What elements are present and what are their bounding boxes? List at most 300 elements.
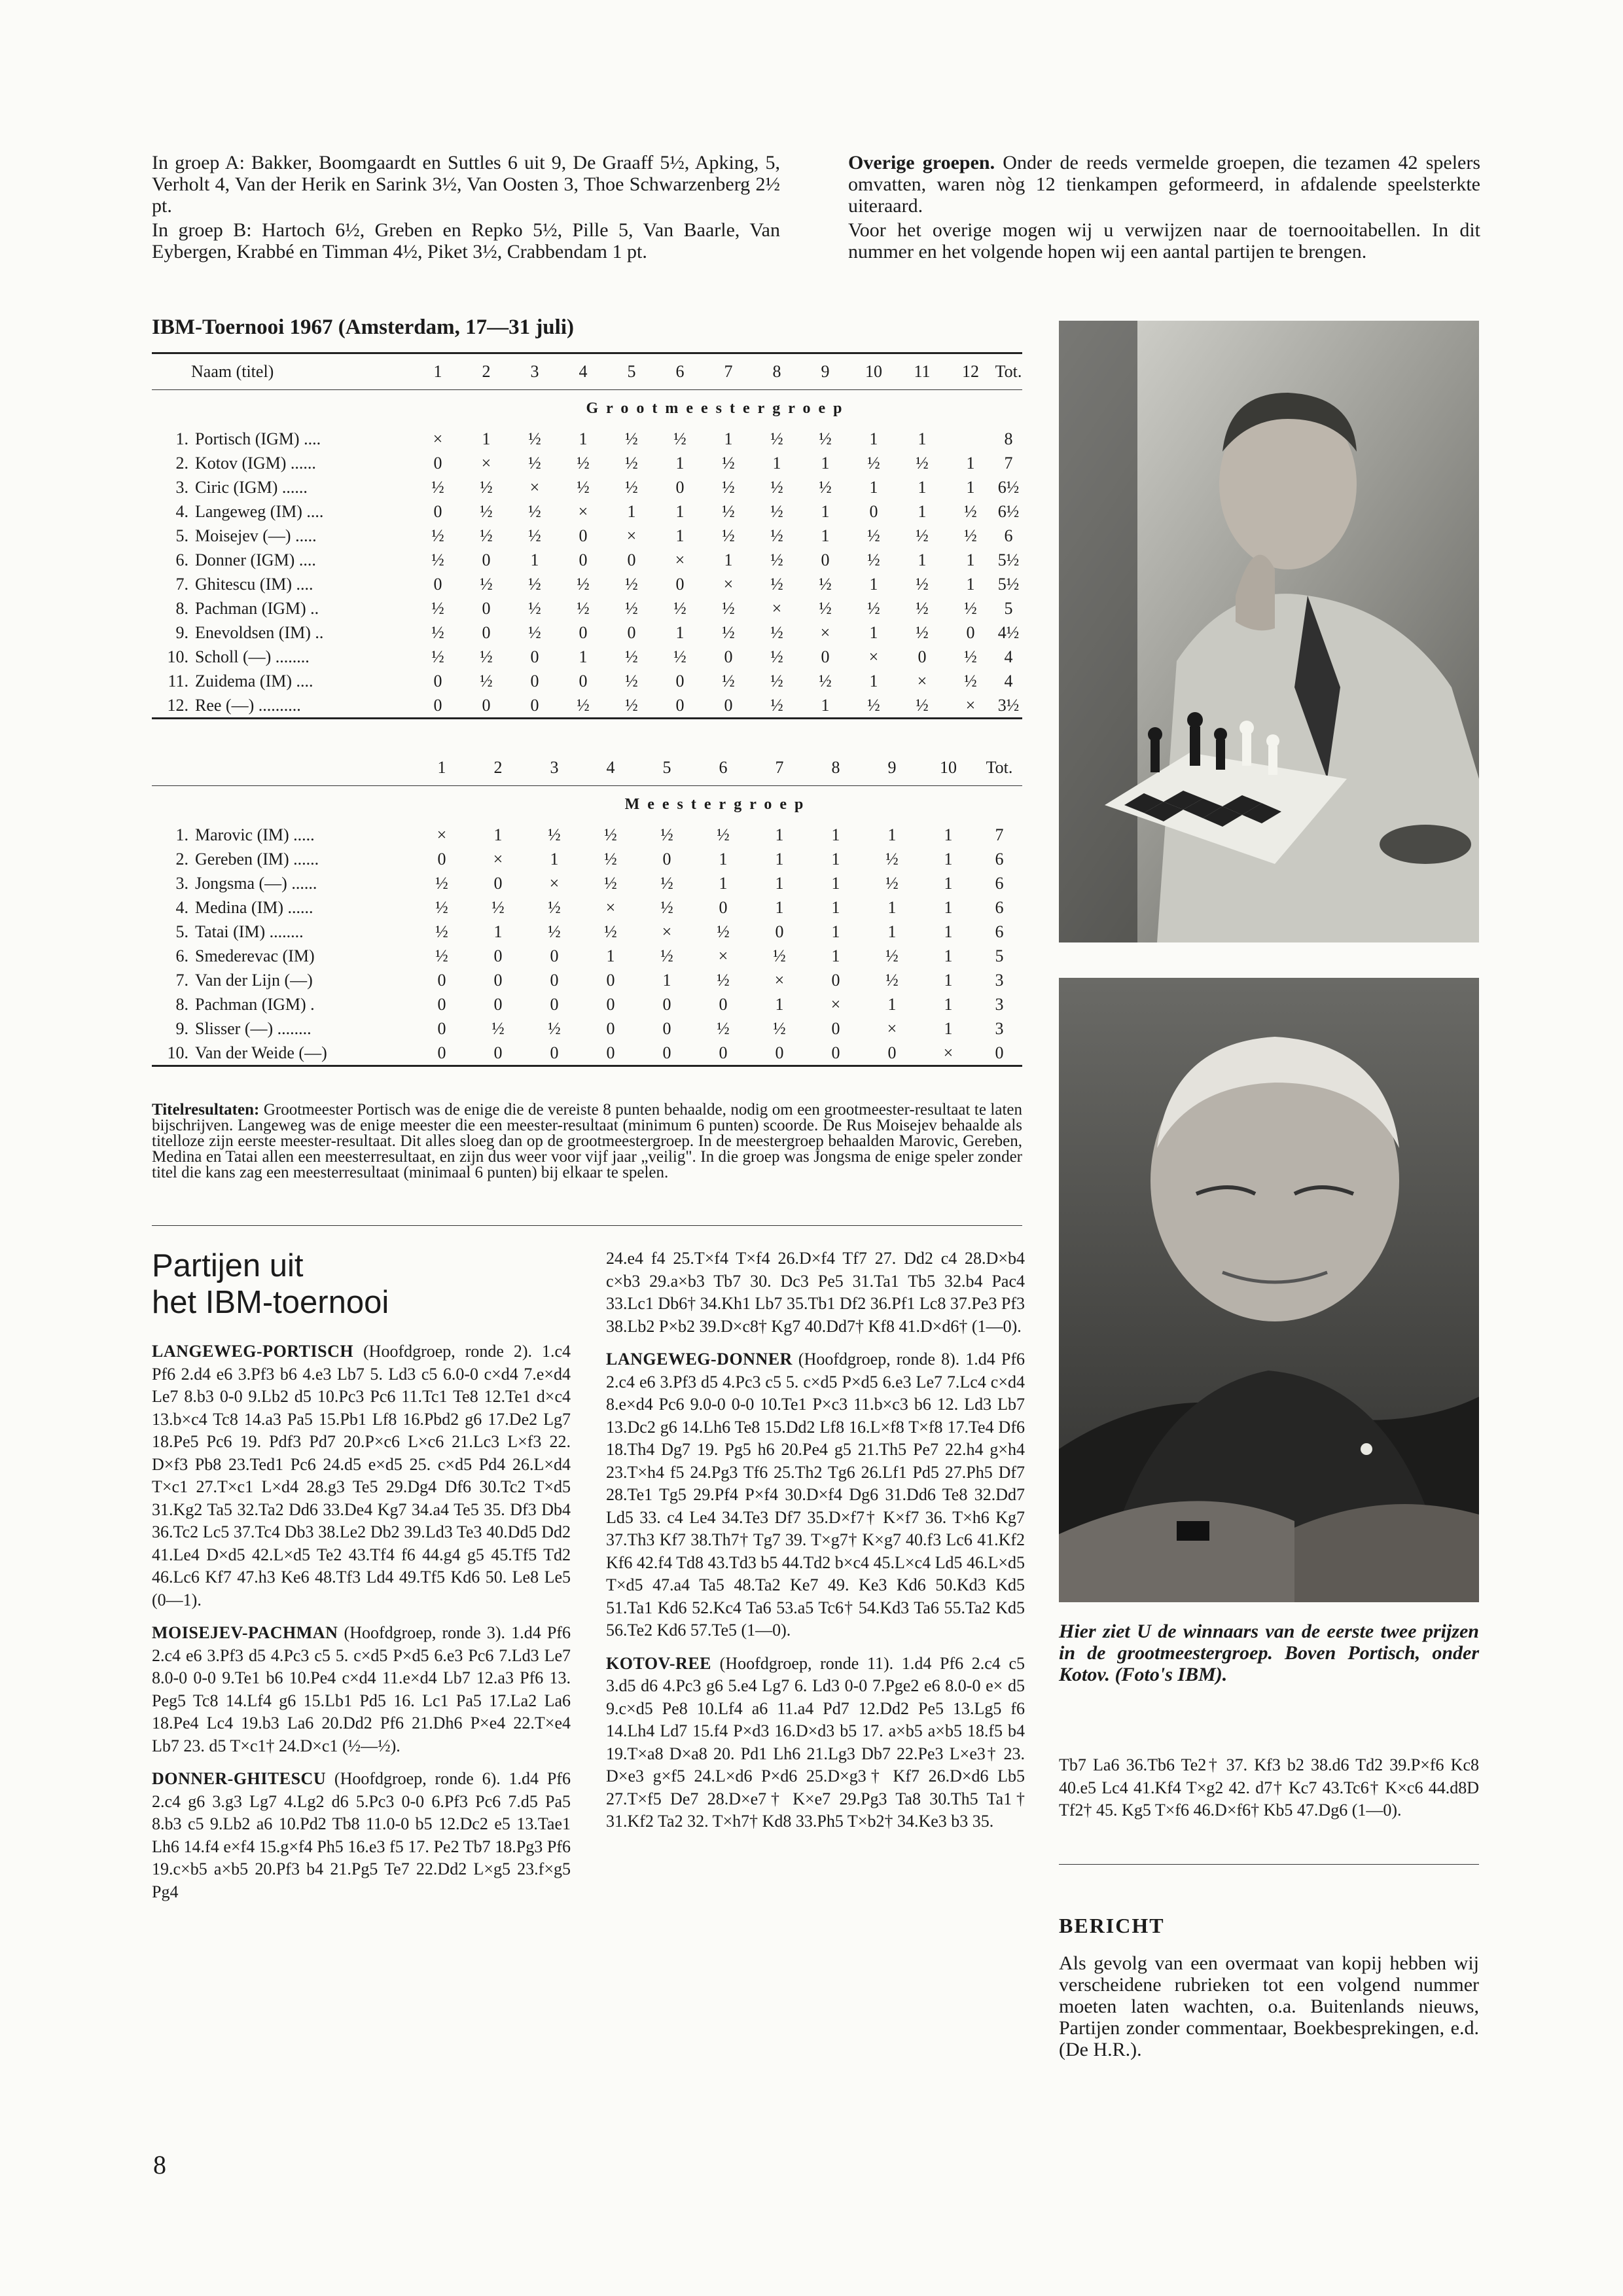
score-cell: 1 [831, 825, 840, 844]
score-cell: ½ [964, 501, 977, 521]
gm-header-row [152, 354, 1022, 390]
score-cell: ½ [773, 1018, 786, 1038]
score-cell: 0 [579, 622, 588, 642]
m-col-header: 8 [831, 758, 840, 777]
total-cell: 6½ [997, 501, 1020, 521]
score-cell: 1 [662, 970, 671, 990]
score-cell: ½ [480, 526, 493, 545]
score-cell: 1 [550, 849, 559, 869]
score-cell: ½ [722, 598, 735, 618]
score-cell: 1 [772, 453, 781, 473]
score-cell: 1 [482, 429, 491, 448]
game-kotov-ree-cont: Tb7 La6 36.Tb6 Te2† 37. Kf3 b2 38.d6 Td2 39.P×f6 Kc8 40.e5 Lc4 41.Kf4 T×g2 42. d7† Kc7 43.Tc6† K×c6 44.d8D Tf2† 45. Kg5 T×f6 46.D×f6† Kb5 47.Dg6 (1—0). [1059, 1755, 1479, 1820]
player-name: Gereben (IM) ...... [195, 849, 319, 869]
score-cell: ½ [717, 970, 730, 990]
player-name: Portisch (IGM) .... [195, 429, 321, 448]
score-cell: ½ [770, 477, 783, 497]
score-cell: 1 [944, 897, 953, 917]
titelresultaten-text: Grootmeester Portisch was de enige die de vereiste 8 punten behaalde, nodig om een grootmeester-resultaat te laten bijschrijven. Langeweg was de enige meester die een meester-resultaat (minimum 6 punten) scoorde. De Rus Moisejev behaalde als titelloze zijn eerste meester-resultaat. Dit alles sloeg dan op de grootmeestergroep. In de meestergroep behaalden Marovic, Gereben, Medina en Tatai allen een meesterresultaat, en zijn dus weer voor vijf jaar „veilig". In die groep was Jongsma de enige speler zonder titel die kans zag een meesterresultaat (minimaal 6 punten) bij elkaar te spelen. [152, 1101, 1023, 1181]
score-cell: ½ [722, 477, 735, 497]
score-cell: 1 [831, 849, 840, 869]
score-cell: 0 [530, 671, 539, 691]
score-cell: ½ [625, 574, 638, 594]
gm-table-wrap [152, 352, 1022, 719]
player-name: Smederevac (IM) [195, 946, 315, 965]
score-cell: ½ [431, 598, 444, 618]
overige-title: Overige groepen. [848, 152, 995, 173]
score-cell: 0 [433, 671, 442, 691]
score-cell: 0 [662, 1043, 671, 1062]
player-name: Pachman (IGM) .. [195, 598, 319, 618]
score-cell: 0 [482, 550, 491, 569]
score-cell: 1 [579, 429, 588, 448]
score-cell: ½ [867, 598, 880, 618]
score-cell: 0 [482, 622, 491, 642]
score-cell: ½ [964, 598, 977, 618]
score-cell: 0 [437, 849, 446, 869]
score-cell: ½ [480, 647, 493, 666]
score-cell: 0 [579, 526, 588, 545]
gm-col-header: 8 [772, 362, 781, 381]
score-cell: 0 [869, 501, 878, 521]
score-cell: 1 [493, 922, 503, 941]
m-col-header: 3 [550, 758, 559, 777]
page-number: 8 [153, 2150, 166, 2179]
score-cell: 1 [675, 501, 685, 521]
gm-col-header: 3 [530, 362, 539, 381]
meester-table [152, 750, 1022, 1065]
score-cell: × [774, 970, 785, 990]
player-number: 7. [175, 574, 188, 594]
score-cell: ½ [528, 574, 541, 594]
table-row [152, 451, 1022, 475]
player-number: 4. [175, 501, 188, 521]
intro-groep-b: In groep B: Hartoch 6½, Greben en Repko 5½, Pille 5, Van Baarle, Van Eybergen, Krabbé en Timman 4½, Piket 3½, Crabbendam 1 pt. [152, 219, 780, 262]
score-cell: × [820, 622, 830, 642]
player-name: Van der Lijn (—) [195, 970, 313, 990]
m-total-header: Tot. [986, 758, 1013, 777]
score-cell: ½ [770, 526, 783, 545]
player-name: Langeweg (IM) .... [195, 501, 324, 521]
score-cell: ½ [480, 574, 493, 594]
score-cell: ½ [431, 550, 444, 569]
player-name-cell [152, 645, 414, 669]
score-cell: ½ [964, 671, 977, 691]
score-cell: 1 [831, 922, 840, 941]
m-col-header: 1 [437, 758, 446, 777]
total-cell: 3 [995, 1018, 1004, 1038]
overige-p1: Onder de reeds vermelde groepen, die tezamen 42 spelers omvatten, waren nòg 12 tienkampen geformeerd, in afdalende speelsterkte uiteraard. [848, 152, 1481, 217]
score-cell: ½ [770, 647, 783, 666]
score-cell: 0 [821, 647, 830, 666]
score-cell: 0 [662, 994, 671, 1014]
score-cell: ½ [867, 526, 880, 545]
score-cell: ½ [660, 825, 673, 844]
player-name-cell [152, 920, 414, 944]
score-cell: ½ [548, 1018, 561, 1038]
gm-col-header: 12 [962, 362, 979, 381]
table-row [152, 1016, 1022, 1041]
gm-col-header: 6 [675, 362, 685, 381]
score-cell: ½ [770, 622, 783, 642]
player-name: Pachman (IGM) . [195, 994, 315, 1014]
score-cell: ½ [770, 574, 783, 594]
score-cell: 1 [966, 477, 975, 497]
score-cell: ½ [431, 622, 444, 642]
photo-portisch [1059, 321, 1479, 942]
gm-col-header: 10 [865, 362, 882, 381]
score-cell: 1 [918, 550, 927, 569]
player-number: 10. [167, 647, 188, 666]
score-cell: 1 [944, 994, 953, 1014]
photo-kotov-image [1059, 978, 1479, 1602]
player-number: 3. [175, 477, 188, 497]
player-name: Van der Weide (—) [195, 1043, 327, 1062]
score-cell: × [723, 574, 734, 594]
m-name-header [152, 750, 414, 786]
score-cell: ½ [916, 453, 929, 473]
score-cell: 0 [606, 970, 615, 990]
total-cell: 7 [995, 825, 1004, 844]
player-name-cell [152, 871, 414, 895]
gm-name-header: Naam (titel) [191, 362, 274, 381]
score-cell [946, 427, 995, 451]
score-cell: 1 [944, 970, 953, 990]
player-name-cell [152, 524, 414, 548]
photo-kotov [1059, 978, 1479, 1602]
score-cell: ½ [867, 453, 880, 473]
score-cell: 0 [550, 946, 559, 965]
player-number: 10. [167, 1043, 188, 1062]
table-row [152, 475, 1022, 499]
intro-groep-a: In groep A: Bakker, Boomgaardt en Suttles 6 uit 9, De Graaff 5½, Apking, 5, Verholt 4, Van der Herik en Sarink 3½, Van Oosten 3, Thoe Schwarzenberg 2½ pt. [152, 152, 780, 217]
score-cell: × [830, 994, 841, 1014]
score-cell: 1 [719, 849, 728, 869]
score-cell: 0 [493, 970, 503, 990]
score-cell: 0 [675, 671, 685, 691]
score-cell: × [437, 825, 447, 844]
score-cell: ½ [773, 946, 786, 965]
m-col-header: 2 [493, 758, 503, 777]
game-title: DONNER-GHITESCU [152, 1769, 327, 1788]
score-cell: 0 [579, 671, 588, 691]
score-cell: × [529, 477, 540, 497]
score-cell: 1 [944, 849, 953, 869]
score-cell: 1 [775, 994, 784, 1014]
game-title: LANGEWEG-DONNER [606, 1350, 793, 1369]
score-cell: 0 [433, 501, 442, 521]
score-cell: 1 [821, 526, 830, 545]
score-cell: ½ [480, 477, 493, 497]
score-cell: 0 [433, 453, 442, 473]
total-cell: 5 [995, 946, 1004, 965]
score-cell: ½ [819, 574, 832, 594]
game-donner-ghitescu [152, 1768, 571, 1903]
partijen-heading-line1: Partijen uit [152, 1248, 304, 1283]
score-cell: ½ [770, 429, 783, 448]
score-cell: 1 [775, 873, 784, 893]
player-name-cell [152, 572, 414, 596]
score-cell: ½ [964, 526, 977, 545]
player-name: Zuidema (IM) .... [195, 671, 313, 691]
player-number: 8. [175, 994, 188, 1014]
player-name-cell [152, 427, 414, 451]
score-cell: × [868, 647, 879, 666]
score-cell: 0 [831, 1043, 840, 1062]
score-cell: × [549, 873, 560, 893]
score-cell: 1 [530, 550, 539, 569]
player-number: 9. [175, 622, 188, 642]
table-row [152, 669, 1022, 693]
score-cell: 0 [775, 1043, 784, 1062]
score-cell: 0 [437, 1043, 446, 1062]
score-cell: 0 [724, 695, 733, 715]
player-name-cell [152, 596, 414, 620]
player-number: 1. [175, 429, 188, 448]
score-cell: 1 [887, 994, 897, 1014]
player-number: 6. [175, 550, 188, 569]
player-name: Enevoldsen (IM) .. [195, 622, 324, 642]
player-name: Ciric (IGM) ...... [195, 477, 308, 497]
score-cell: ½ [625, 598, 638, 618]
score-cell: ½ [528, 501, 541, 521]
table-row [152, 992, 1022, 1016]
score-cell: ½ [964, 647, 977, 666]
m-table-wrap [152, 750, 1022, 1067]
game-donner-ghitescu-cont: 24.e4 f4 25.T×f4 T×f4 26.D×f4 Tf7 27. Dd2 c4 28.D×b4 c×b3 29.a×b3 Tb7 30. Dc3 Pe5 31.Ta1 Tb5 32.b4 Pac4 33.Lc1 Db6† 34.Kh1 Lb7 35.Tb1 Df2 36.Pf1 Lc8 37.Pe3 Pf3 38.Lb2 P×b2 39.D×c8† Kg7 40.Dd7† Kf8 41.D×d6† (1—0). [606, 1249, 1025, 1336]
score-cell: ½ [491, 897, 505, 917]
player-name-cell [152, 620, 414, 645]
player-name: Scholl (—) ........ [195, 647, 310, 666]
score-cell: 0 [550, 1043, 559, 1062]
total-cell: 0 [995, 1043, 1004, 1062]
total-cell: 6½ [997, 477, 1020, 497]
table-row [152, 645, 1022, 669]
game-moves: (Hoofdgroep, ronde 6). 1.d4 Pf6 2.c4 g6 3.g3 Lg7 4.Lg2 d6 5.Pc3 0-0 6.Pf3 Pc6 7.d5 Pa5 8.b3 c5 9.Lb2 a6 10.Pd2 Tb8 11.0-0 b5 12.Dc2 e5 13.Tae1 Lh6 14.f4 e×f4 15.g×f4 Ph5 16.e3 f5 17. Pe2 Tb7 18.Pg3 Pf6 19.c×b5 a×b5 20.Pf3 b4 21.Pg5 Te7 22.Dd2 L×g5 23.f×g5 Pg4 [152, 1769, 571, 1901]
player-number: 8. [175, 598, 188, 618]
overige-p2: Voor het overige mogen wij u verwijzen naar de toernooitabellen. In dit nummer en het volgende hopen wij een aantal partijen te brengen. [848, 219, 1480, 262]
score-cell: 1 [831, 946, 840, 965]
score-cell: × [965, 695, 976, 715]
score-cell: 1 [966, 574, 975, 594]
score-cell: 0 [887, 1043, 897, 1062]
total-cell: 6 [995, 897, 1004, 917]
score-cell: ½ [604, 849, 617, 869]
score-cell: 0 [493, 1043, 503, 1062]
score-cell: ½ [625, 695, 638, 715]
game-moves: (Hoofdgroep, ronde 3). 1.d4 Pf6 2.c4 e6 3.Pf3 d5 4.Pc3 c5 5. c×d5 P×d5 6.e3 Pc6 7.Ld3 Le7 8.0-0 0-0 9.Te1 b6 10.Pe4 c×d4 11.e×d4 Lb7 12.a3 Pf6 13. Peg5 Tc8 14.Lf4 g6 15.Lb1 Pd5 16. Lc1 Pa5 17.La2 La6 18.Pe4 Lc4 19.b3 La6 20.Dd2 Pf6 21.Dh6 P×e4 22.T×e4 Lb7 23. d5 T×c1† 24.D×c1 (½—½). [152, 1623, 571, 1755]
total-cell: 3 [995, 994, 1004, 1014]
score-cell: 1 [869, 671, 878, 691]
total-cell: 7 [1004, 453, 1013, 473]
score-cell: 0 [821, 550, 830, 569]
total-cell: 4½ [997, 622, 1020, 642]
total-cell: 5½ [997, 550, 1020, 569]
score-cell: ½ [431, 477, 444, 497]
score-cell: ½ [916, 622, 929, 642]
table-row [152, 524, 1022, 548]
score-cell: 1 [821, 453, 830, 473]
games-column-2 [606, 1247, 1025, 1844]
score-cell: ½ [577, 453, 590, 473]
score-cell: ½ [885, 970, 899, 990]
score-cell: 0 [966, 622, 975, 642]
score-cell: 1 [944, 1018, 953, 1038]
score-cell: ½ [625, 429, 638, 448]
player-name-cell [152, 847, 414, 871]
score-cell: 0 [719, 897, 728, 917]
score-cell: 1 [944, 873, 953, 893]
score-cell: 1 [579, 647, 588, 666]
score-cell: 1 [724, 429, 733, 448]
score-cell: ½ [548, 922, 561, 941]
score-cell: 0 [831, 1018, 840, 1038]
player-number: 2. [175, 453, 188, 473]
score-cell: ½ [770, 671, 783, 691]
table-row [152, 693, 1022, 717]
score-cell: ½ [660, 897, 673, 917]
score-cell: ½ [819, 598, 832, 618]
score-cell: 1 [918, 429, 927, 448]
player-name-cell [152, 1016, 414, 1041]
m-col-header: 7 [775, 758, 784, 777]
score-cell: 0 [675, 695, 685, 715]
player-name-cell [152, 823, 414, 847]
player-name-cell [152, 499, 414, 524]
score-cell: ½ [717, 1018, 730, 1038]
score-cell: 0 [719, 994, 728, 1014]
score-cell: 0 [482, 598, 491, 618]
score-cell: ½ [528, 622, 541, 642]
player-number: 5. [175, 922, 188, 941]
score-cell: 1 [719, 873, 728, 893]
table-row [152, 823, 1022, 847]
total-cell: 5½ [997, 574, 1020, 594]
score-cell: ½ [673, 598, 687, 618]
divider [152, 1225, 1022, 1226]
table-row [152, 499, 1022, 524]
partijen-heading-line2: het IBM-toernooi [152, 1285, 389, 1320]
score-cell: 1 [966, 453, 975, 473]
gm-col-header: 1 [433, 362, 442, 381]
game-kotov-ree [606, 1653, 1025, 1833]
score-cell: ½ [916, 526, 929, 545]
score-cell: ½ [722, 671, 735, 691]
score-cell: 1 [944, 825, 953, 844]
bericht-title: BERICHT [1059, 1914, 1165, 1937]
score-cell: ½ [722, 526, 735, 545]
photo-caption: Hier ziet U de winnaars van de eerste twee prijzen in de grootmeestergroep. Boven Portisch, onder Kotov. (Foto's IBM). [1059, 1621, 1479, 1685]
score-cell: 1 [869, 429, 878, 448]
score-cell: 0 [437, 970, 446, 990]
score-cell: 1 [869, 622, 878, 642]
table-row [152, 968, 1022, 992]
score-cell: ½ [604, 922, 617, 941]
score-cell: 0 [606, 1018, 615, 1038]
player-name: Ree (—) .......... [195, 695, 301, 715]
game-moisejev-pachman [152, 1622, 571, 1757]
score-cell: ½ [916, 598, 929, 618]
score-cell: ½ [435, 946, 448, 965]
score-cell: ½ [625, 453, 638, 473]
score-cell: × [772, 598, 782, 618]
score-cell: 0 [675, 574, 685, 594]
score-cell: ½ [916, 574, 929, 594]
table-title: IBM-Toernooi 1967 (Amsterdam, 17—31 juli) [152, 315, 574, 339]
score-cell: × [493, 849, 503, 869]
score-cell: ½ [673, 647, 687, 666]
total-cell: 3½ [997, 695, 1020, 715]
score-cell: ½ [673, 429, 687, 448]
score-cell: 0 [579, 550, 588, 569]
m-col-header: 10 [940, 758, 957, 777]
total-cell: 6 [995, 922, 1004, 941]
score-cell: ½ [480, 501, 493, 521]
score-cell: 0 [627, 622, 636, 642]
game-langeweg-donner [606, 1348, 1025, 1642]
player-name-cell [152, 895, 414, 920]
player-name-cell [152, 944, 414, 968]
player-number: 4. [175, 897, 188, 917]
gm-col-header: 2 [482, 362, 491, 381]
score-cell: 1 [831, 873, 840, 893]
score-cell: 1 [775, 825, 784, 844]
score-cell: 0 [606, 1043, 615, 1062]
player-name-cell [152, 548, 414, 572]
score-cell: 1 [675, 453, 685, 473]
titelresultaten [152, 1102, 1022, 1181]
score-cell: 1 [627, 501, 636, 521]
player-name-cell [152, 475, 414, 499]
score-cell: ½ [577, 477, 590, 497]
game-title: KOTOV-REE [606, 1653, 712, 1673]
player-number: 12. [167, 695, 188, 715]
score-cell: 1 [493, 825, 503, 844]
score-cell: × [943, 1043, 954, 1062]
player-name: Marovic (IM) ..... [195, 825, 315, 844]
player-name: Jongsma (—) ...... [195, 873, 317, 893]
gm-col-header: 11 [914, 362, 931, 381]
player-number: 7. [175, 970, 188, 990]
score-cell: ½ [548, 825, 561, 844]
score-cell: ½ [577, 574, 590, 594]
score-cell: ½ [916, 695, 929, 715]
score-cell: ½ [717, 825, 730, 844]
score-cell: ½ [885, 849, 899, 869]
m-col-header: 5 [662, 758, 671, 777]
score-cell: 1 [675, 526, 685, 545]
divider [1059, 1864, 1479, 1865]
score-cell: ½ [770, 695, 783, 715]
score-cell: ½ [548, 897, 561, 917]
score-cell: 1 [887, 825, 897, 844]
player-name: Slisser (—) ........ [195, 1018, 312, 1038]
total-cell: 3 [995, 970, 1004, 990]
table-row [152, 1041, 1022, 1065]
intro-block [152, 152, 780, 265]
score-cell: ½ [660, 873, 673, 893]
score-cell: × [626, 526, 637, 545]
score-cell: 0 [724, 647, 733, 666]
score-cell: 0 [918, 647, 927, 666]
score-cell: ½ [770, 550, 783, 569]
score-cell: 1 [675, 622, 685, 642]
score-cell: 1 [918, 477, 927, 497]
player-number: 1. [175, 825, 188, 844]
gm-group-spacer [152, 390, 414, 427]
score-cell: 1 [944, 946, 953, 965]
score-cell: ½ [431, 526, 444, 545]
